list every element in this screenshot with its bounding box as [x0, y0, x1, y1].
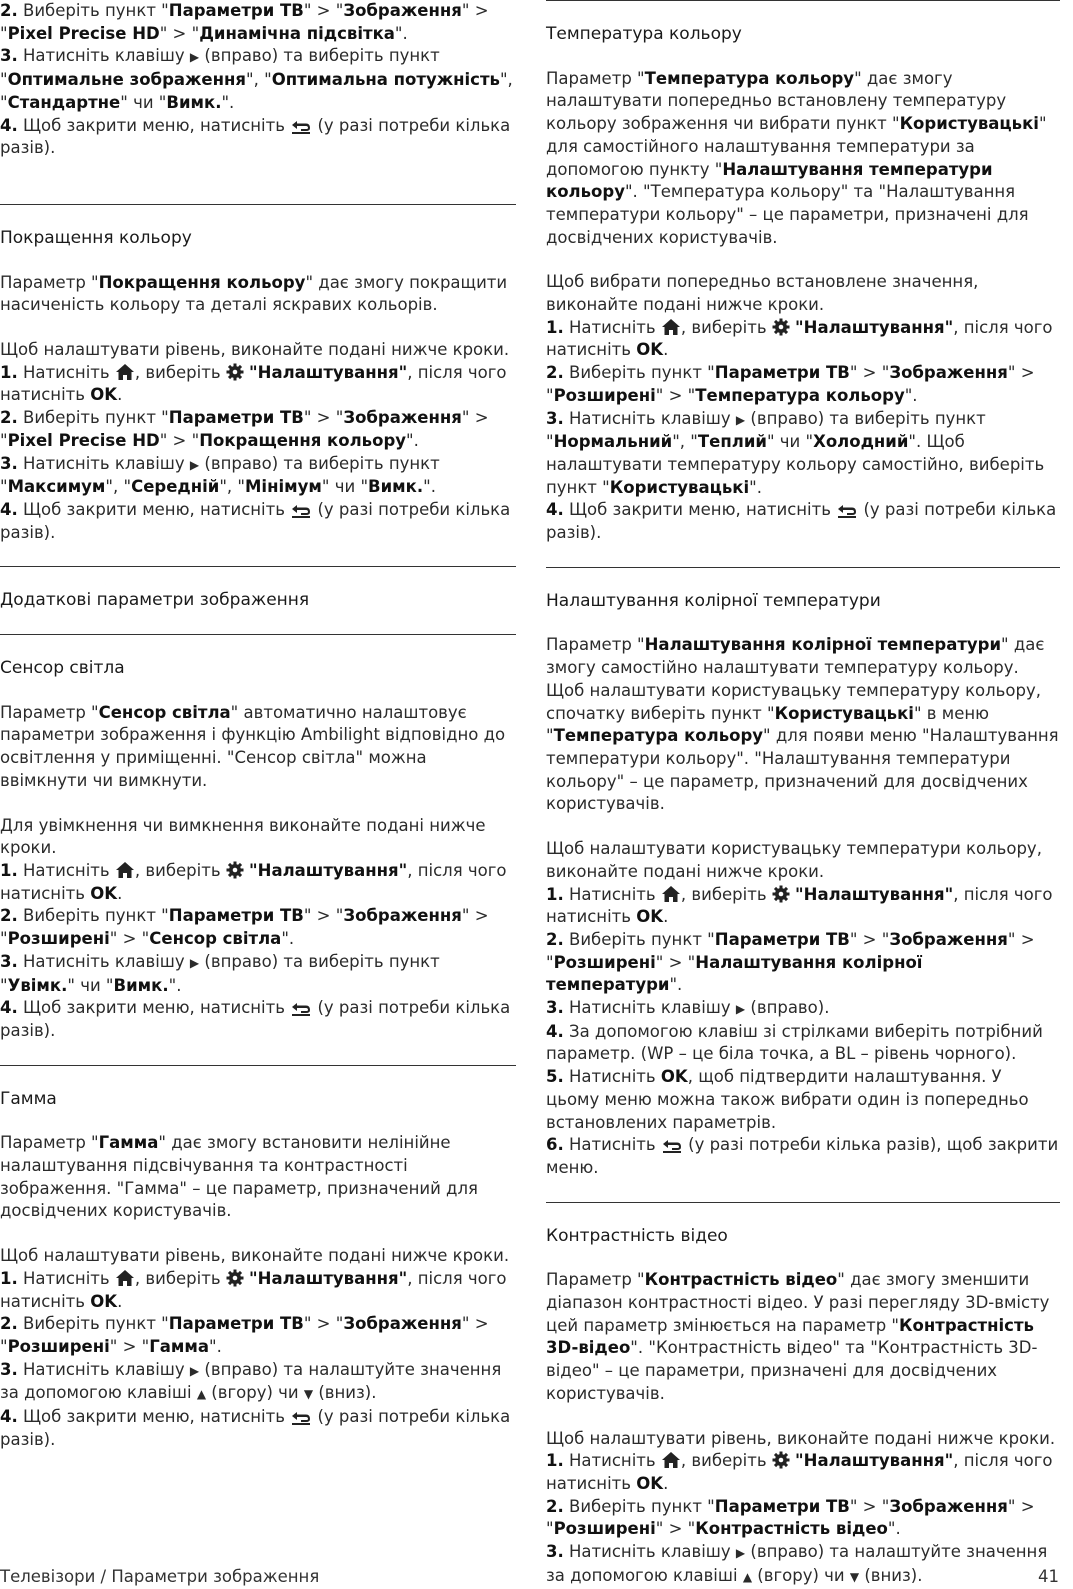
back-icon	[290, 1002, 312, 1016]
step: 2. Виберіть пункт "Параметри ТВ" > "Зображення" > "Pixel Precise HD" > "Динамічна підсвітка".	[0, 1, 489, 43]
footer-breadcrumb: Телевізори / Параметри зображення	[0, 1567, 320, 1586]
step: 1. Натисніть , виберіть "Налаштування", після чого натисніть OK.	[546, 1451, 1053, 1493]
step: 2. Виберіть пункт "Параметри ТВ" > "Зображення" > "Розширені" > "Температура кольору".	[546, 363, 1035, 405]
step: 5. Натисніть OK, щоб підтвердити налаштування. У цьому меню можна також вибрати один із попередньо встановлених параметрів.	[546, 1067, 1029, 1132]
step: 4. Щоб закрити меню, натисніть (у разі потреби кілька разів).	[0, 115, 511, 158]
steps-lead: Для увімкнення чи вимкнення виконайте подані нижче кроки.	[0, 815, 486, 858]
back-icon	[661, 1139, 683, 1153]
step: 3. Натисніть клавішу ▶ (вправо) та виберіть пункт "Нормальний", "Теплий" чи "Холодний". Щоб налаштувати температуру кольору самостійно, виберіть пункт "Користувацькі".	[546, 408, 1045, 497]
back-icon	[290, 504, 312, 518]
steps-lead: Щоб налаштувати користувацьку температури кольору, виконайте подані нижче кроки.	[546, 839, 1042, 881]
step: 2. Виберіть пункт "Параметри ТВ" > "Зображення" > "Розширені" > "Гамма".	[0, 1314, 489, 1356]
step: 2. Виберіть пункт "Параметри ТВ" > "Зображення" > "Pixel Precise HD" > "Покращення кольору".	[0, 408, 489, 450]
section-title: Додаткові параметри зображення	[0, 590, 310, 611]
step: 1. Натисніть , виберіть "Налаштування", після чого натисніть OK.	[546, 884, 1053, 927]
section-title: Сенсор світла	[0, 658, 125, 679]
right-arrow-icon: ▶	[189, 457, 200, 472]
home-icon	[661, 318, 681, 336]
up-arrow-icon: ▲	[196, 1387, 207, 1402]
steps-lead: Щоб налаштувати рівень, виконайте подані нижче кроки.	[0, 340, 510, 360]
section-desc: Параметр "Температура кольору" дає змогу налаштувати попередньо встановлену температуру кольору зображення чи вибрати пункт "Користувацькі" для самостійного налаштування температури за допомогою пункту "Налаштування температури кольору". "Температура кольору" та "Налаштування температури кольору" – це параметри, призначені для досвідчених користувачів.	[546, 68, 1047, 247]
steps-lead: Щоб налаштувати рівень, виконайте подані нижче кроки.	[546, 1428, 1056, 1448]
section-title: Покращення кольору	[0, 227, 192, 248]
section-title: Температура кольору	[546, 24, 742, 44]
right-arrow-icon: ▶	[735, 1002, 746, 1017]
step: 3. Натисніть клавішу ▶ (вправо) та налаштуйте значення за допомогою клавіші ▲ (вгору) чи ▼ (вниз).	[0, 1359, 502, 1403]
section-desc: Параметр "Контрастність відео" дає змогу зменшити діапазон контрастності відео. У разі перегляду 3D-вмісту цей параметр змінюється на параметр "Контрастність 3D-відео". "Контрастність відео" та "Контрастність 3D-відео" – це параметри, призначені для досвідчених користувачів.	[546, 1270, 1050, 1403]
section-title: Контрастність відео	[546, 1225, 728, 1246]
step: 3. Натисніть клавішу ▶ (вправо) та налаштуйте значення за допомогою клавіші ▲ (вгору) чи ▼ (вниз).	[546, 1542, 1048, 1585]
section-title: Налаштування колірної температури	[546, 590, 881, 611]
step: 2. Виберіть пункт "Параметри ТВ" > "Зображення" > "Розширені" > "Контрастність відео".	[546, 1496, 1035, 1539]
down-arrow-icon: ▼	[849, 1569, 860, 1584]
right-arrow-icon: ▶	[735, 1546, 746, 1561]
home-icon	[115, 1269, 135, 1287]
home-icon	[661, 1451, 681, 1469]
step: 2. Виберіть пункт "Параметри ТВ" > "Зображення" > "Розширені" > "Сенсор світла".	[0, 906, 489, 949]
right-column	[546, 0, 1060, 1588]
back-icon	[836, 504, 858, 518]
section-desc: Параметр "Сенсор світла" автоматично налаштовує параметри зображення і функцію Ambilight відповідно до освітлення у приміщенні. "Сенсор світла" можна ввімкнути чи вимкнути.	[0, 702, 506, 790]
gear-icon	[226, 1269, 244, 1287]
down-arrow-icon: ▼	[303, 1387, 314, 1402]
step: 1. Натисніть , виберіть "Налаштування", після чого натисніть OK.	[0, 860, 507, 903]
back-icon	[290, 1411, 312, 1425]
step: 1. Натисніть , виберіть "Налаштування", після чого натисніть OK.	[0, 1268, 507, 1311]
back-icon	[290, 120, 312, 134]
step: 4. Щоб закрити меню, натисніть (у разі потреби кілька разів).	[0, 998, 511, 1040]
step: 3. Натисніть клавішу ▶ (вправо).	[546, 998, 830, 1018]
home-icon	[115, 861, 135, 879]
right-arrow-icon: ▶	[189, 50, 200, 65]
page-footer	[0, 1566, 1059, 1589]
gear-icon	[772, 1451, 790, 1469]
section-desc: Параметр "Гамма" дає змогу встановити нелінійне налаштування підсвічування та контрастності зображення. "Гамма" – це параметр, призначений для досвідчених користувачів.	[0, 1133, 478, 1221]
right-arrow-icon: ▶	[735, 412, 746, 427]
steps-lead: Щоб налаштувати рівень, виконайте подані нижче кроки.	[0, 1246, 510, 1266]
step: 4. Щоб закрити меню, натисніть (у разі потреби кілька разів).	[546, 500, 1057, 543]
step: 2. Виберіть пункт "Параметри ТВ" > "Зображення" > "Розширені" > "Налаштування колірної температури".	[546, 929, 1035, 995]
home-icon	[115, 363, 135, 381]
step: 6. Натисніть (у разі потреби кілька разів), щоб закрити меню.	[546, 1135, 1059, 1177]
section-title: Гамма	[0, 1088, 57, 1109]
up-arrow-icon: ▲	[742, 1569, 753, 1584]
steps-lead: Щоб вибрати попередньо встановлене значення, виконайте подані нижче кроки.	[546, 272, 979, 315]
home-icon	[661, 885, 681, 903]
step: 4. За допомогою клавіш зі стрілками виберіть потрібний параметр. (WP – це біла точка, а BL – рівень чорного).	[546, 1021, 1043, 1064]
gear-icon	[226, 861, 244, 879]
gear-icon	[772, 885, 790, 903]
step: 3. Натисніть клавішу ▶ (вправо) та виберіть пункт "Оптимальне зображення", "Оптимальна потужність", "Стандартне" чи "Вимк.".	[0, 46, 513, 112]
step: 4. Щоб закрити меню, натисніть (у разі потреби кілька разів).	[0, 499, 511, 542]
right-arrow-icon: ▶	[189, 1363, 200, 1378]
section-desc: Параметр "Налаштування колірної температури" дає змогу самостійно налаштувати температуру кольору. Щоб налаштувати користувацьку температуру кольору, спочатку виберіть пункт "Користувацькі" в меню "Температура кольору" для появи меню "Налаштування температури кольору". "Налаштування температури кольору" – це параметр, призначений для досвідчених користувачів.	[546, 635, 1059, 814]
left-column	[0, 0, 516, 1451]
gear-icon	[772, 318, 790, 336]
step: 1. Натисніть , виберіть "Налаштування", після чого натисніть OK.	[0, 362, 507, 405]
right-arrow-icon: ▶	[189, 955, 200, 970]
gear-icon	[226, 363, 244, 381]
page-number: 41	[1038, 1567, 1059, 1586]
step: 1. Натисніть , виберіть "Налаштування", після чого натисніть OK.	[546, 317, 1053, 360]
step: 3. Натисніть клавішу ▶ (вправо) та виберіть пункт "Увімк." чи "Вимк.".	[0, 951, 440, 995]
step: 3. Натисніть клавішу ▶ (вправо) та виберіть пункт "Максимум", "Середній", "Мінімум" чи "Вимк.".	[0, 453, 440, 497]
section-desc: Параметр "Покращення кольору" дає змогу покращити насиченість кольору та деталі яскравих кольорів.	[0, 272, 508, 315]
step: 4. Щоб закрити меню, натисніть (у разі потреби кілька разів).	[0, 1407, 511, 1449]
